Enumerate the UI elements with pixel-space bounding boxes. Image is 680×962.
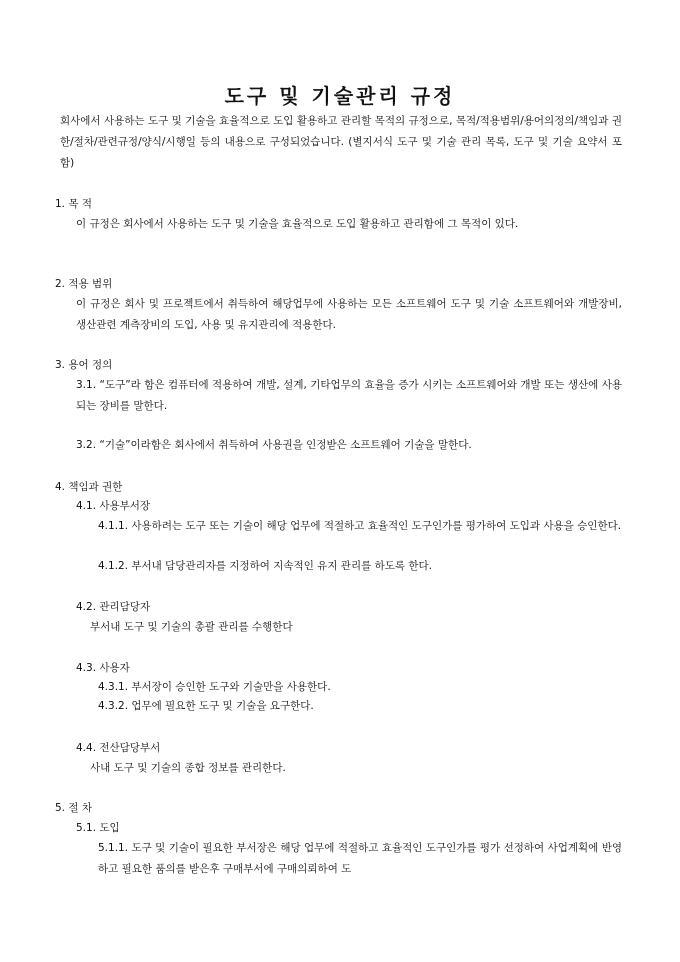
subsection-5-1-heading: 5.1. 도입 — [76, 822, 120, 834]
section-2-body: 이 규정은 회사 및 프로젝트에서 취득하여 해당업무에 사용하는 모든 소프트웨어 도구 및 기술 소프트웨어와 개발장비, 생산관련 계측장비의 도입, 사용 및 유지관리에 적용한다. — [76, 298, 622, 331]
item-4-3-1: 4.3.1. 부서장이 승인한 도구와 기술만을 사용한다. — [98, 681, 331, 693]
document-title: 도구 및 기술관리 규정 — [224, 84, 456, 108]
section-3-heading: 3. 용어 정의 — [55, 359, 113, 371]
section-4-heading: 4. 책임과 권한 — [55, 481, 123, 493]
subsection-4-4-body: 사내 도구 및 기술의 종합 정보를 관리한다. — [90, 762, 286, 774]
item-4-1-2: 4.1.2. 부서내 담당관리자를 지정하여 지속적인 유지 관리를 하도록 한다. — [98, 560, 432, 572]
item-5-1-1: 5.1.1. 도구 및 기술이 필요한 부서장은 해당 업무에 적절하고 효율적인 도구인가를 평가 선정하여 사업계획에 반영하고 필요한 품의를 받은후 구매부서에 구매의뢰하여 도 — [98, 842, 622, 875]
subsection-4-3-heading: 4.3. 사용자 — [76, 662, 130, 674]
section-1-heading: 1. 목 적 — [55, 198, 92, 210]
section-2-heading: 2. 적용 범위 — [55, 278, 113, 290]
subsection-4-2-heading: 4.2. 관리담당자 — [76, 601, 151, 613]
subsection-4-4-heading: 4.4. 전산담당부서 — [76, 742, 161, 754]
term-3-2: 3.2. “기술”이라함은 회사에서 취득하여 사용권을 인정받은 소프트웨어 기술을 말한다. — [76, 439, 472, 451]
subsection-4-1-heading: 4.1. 사용부서장 — [76, 500, 151, 512]
intro-paragraph: 회사에서 사용하는 도구 및 기술을 효율적으로 도입 활용하고 관리할 목적의 규정으로, 목적/적용범위/용어의정의/책임과 권한/절차/관련규정/양식/시행일 등의 내용으로 구성되었습니다. (별지서식 도구 및 기술 관리 목록, 도구 및 기술 요약서 포함) — [60, 115, 622, 169]
item-4-3-2: 4.3.2. 업무에 필요한 도구 및 기술을 요구한다. — [98, 700, 314, 712]
item-4-1-1: 4.1.1. 사용하려는 도구 또는 기술이 해당 업무에 적절하고 효율적인 도구인가를 평가하여 도입과 사용을 승인한다. — [98, 520, 622, 532]
term-3-1: 3.1. “도구”라 함은 컴퓨터에 적용하여 개발, 설계, 기타업무의 효율을 증가 시키는 소프트웨어와 개발 또는 생산에 사용되는 장비를 말한다. — [76, 379, 622, 412]
subsection-4-2-body: 부서내 도구 및 기술의 총괄 관리를 수행한다 — [90, 621, 293, 633]
section-1-body: 이 규정은 회사에서 사용하는 도구 및 기술을 효율적으로 도입 활용하고 관리함에 그 목적이 있다. — [76, 218, 519, 230]
section-5-heading: 5. 절 차 — [55, 802, 92, 814]
